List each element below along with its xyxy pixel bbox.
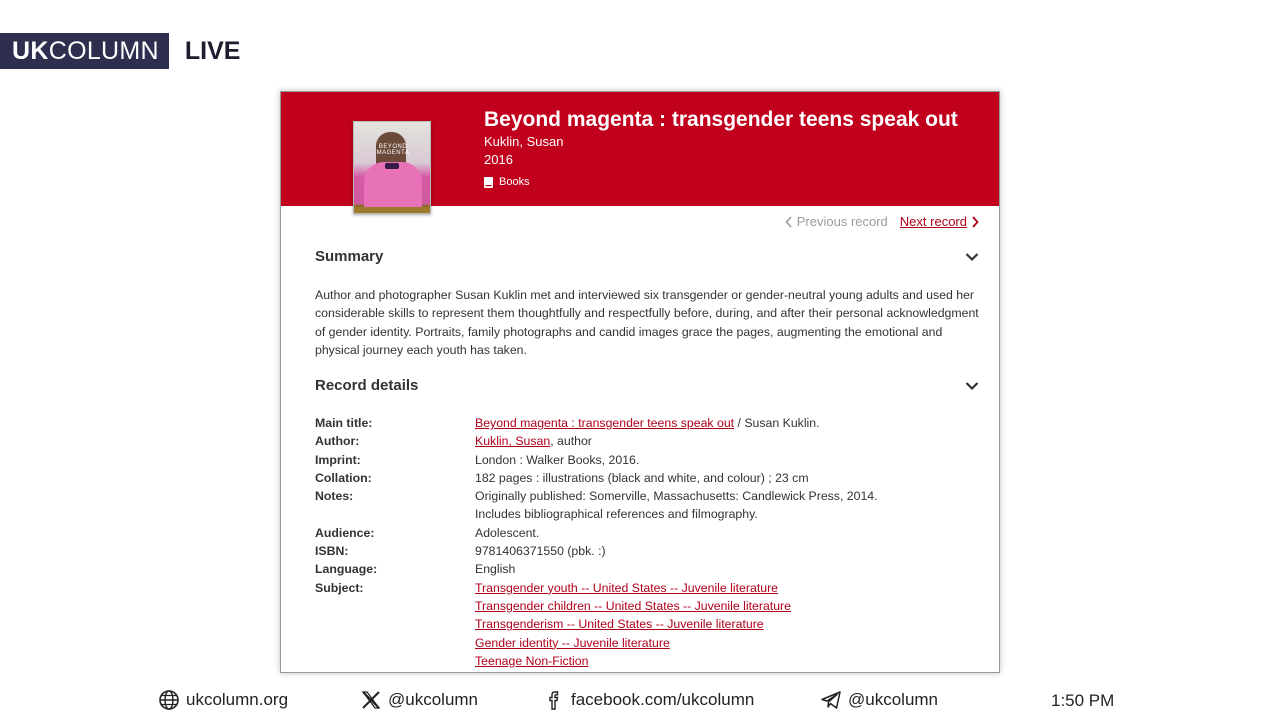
detail-label: Language:: [315, 562, 378, 577]
chevron-down-icon: [965, 252, 979, 262]
main-title-responsibility: / Susan Kuklin.: [734, 416, 820, 430]
chevron-left-icon: [785, 216, 793, 228]
summary-heading: Summary: [315, 248, 384, 265]
book-cover-image[interactable]: [353, 121, 431, 214]
detail-row-main-title: [315, 414, 983, 432]
broadcast-footer: [0, 686, 1280, 716]
footer-telegram: [820, 689, 938, 711]
record-details-toggle[interactable]: [315, 377, 979, 394]
footer-facebook: [543, 689, 754, 711]
collation-value: 182 pages : illustrations (black and white, and colour) ; 23 cm: [475, 470, 809, 485]
isbn-value: 9781406371550 (pbk. :): [475, 544, 606, 559]
ukcolumn-logo: [0, 33, 240, 69]
brand-box: [0, 33, 169, 69]
cover-figure-bow: [385, 163, 399, 169]
footer-x: [360, 689, 478, 711]
live-label: LIVE: [184, 36, 241, 65]
x-logo-icon: [360, 689, 382, 711]
imprint-value: London : Walker Books, 2016.: [475, 452, 640, 467]
x-handle: @ukcolumn: [388, 690, 479, 709]
next-record-button[interactable]: [900, 214, 979, 229]
record-card: [280, 91, 1000, 673]
brand-uk: UK: [12, 36, 49, 65]
summary-text: Author and photographer Susan Kuklin met and interviewed six transgender or gender-neutral young adults and used her considerable skills to represent them thoughtfully and respectfully before, during, and after their personal acknowledgment of gender identity. Portraits, family photographs and candid images grace the pages, augmenting the emotional and physical journey each youth has taken.: [315, 288, 979, 358]
detail-label: Audience:: [315, 525, 375, 540]
detail-row-collation: [315, 469, 983, 487]
record-year: 2016: [484, 152, 513, 167]
record-details-heading: Record details: [315, 377, 419, 394]
cover-strip: [354, 207, 430, 213]
main-title-link[interactable]: Beyond magenta : transgender teens speak out: [475, 416, 735, 430]
subject-link[interactable]: Transgender children -- United States -- Juvenile literature: [475, 598, 791, 613]
cover-title: [358, 144, 428, 156]
record-title: Beyond magenta : transgender teens speak out: [484, 108, 958, 131]
facebook-url: facebook.com/ukcolumn: [571, 690, 755, 709]
notes-value: Includes bibliographical references and filmography.: [475, 507, 758, 522]
notes-value: Originally published: Somerville, Massachusetts: Candlewick Press, 2014.: [475, 489, 878, 504]
detail-row-imprint: [315, 451, 983, 469]
brand-column: COLUMN: [48, 36, 159, 65]
format-label: Books: [499, 176, 530, 188]
subject-link[interactable]: Gender identity -- Juvenile literature: [475, 635, 670, 650]
author-link[interactable]: Kuklin, Susan: [475, 434, 551, 449]
website-label: ukcolumn.org: [186, 690, 289, 709]
detail-label: Author:: [315, 434, 360, 449]
cover-line-2: MAGENTA: [376, 150, 410, 156]
audience-value: Adolescent.: [475, 525, 540, 540]
detail-row-author: [315, 432, 983, 450]
book-icon: [484, 177, 493, 188]
record-format: [484, 176, 530, 188]
detail-label: Notes:: [315, 489, 354, 504]
detail-row-language: [315, 560, 983, 578]
author-role: , author: [550, 434, 592, 449]
detail-label: Main title:: [315, 416, 373, 430]
previous-record-label: Previous record: [796, 214, 888, 229]
subject-link[interactable]: Teenage Non-Fiction: [475, 653, 589, 668]
subject-link[interactable]: Transgender youth -- United States -- Juvenile literature: [475, 580, 779, 595]
detail-label: Imprint:: [315, 452, 361, 467]
clock-time: 1:50 PM: [1051, 691, 1115, 710]
previous-record-button[interactable]: [785, 214, 888, 229]
detail-row-notes: [315, 487, 983, 524]
record-header: [281, 92, 999, 206]
globe-icon: [158, 689, 180, 711]
facebook-icon: [543, 689, 565, 711]
record-pager: [785, 214, 979, 229]
telegram-icon: [820, 689, 842, 711]
cover-line-1: BEYOND: [378, 144, 408, 150]
footer-website: [158, 689, 288, 711]
telegram-handle: @ukcolumn: [848, 690, 939, 709]
language-value: English: [475, 562, 516, 577]
detail-row-subject: [315, 579, 983, 670]
summary-toggle[interactable]: [315, 248, 979, 265]
chevron-down-icon: [965, 381, 979, 391]
subject-link[interactable]: Transgenderism -- United States -- Juvenile literature: [475, 617, 764, 632]
record-author: Kuklin, Susan: [484, 134, 564, 149]
detail-label: Collation:: [315, 470, 372, 485]
detail-label: ISBN:: [315, 544, 349, 559]
record-details: [315, 414, 983, 670]
detail-label: Subject:: [315, 580, 364, 595]
detail-row-isbn: [315, 542, 983, 560]
next-record-label: Next record: [899, 214, 967, 229]
chevron-right-icon: [971, 216, 979, 228]
detail-row-audience: [315, 524, 983, 542]
